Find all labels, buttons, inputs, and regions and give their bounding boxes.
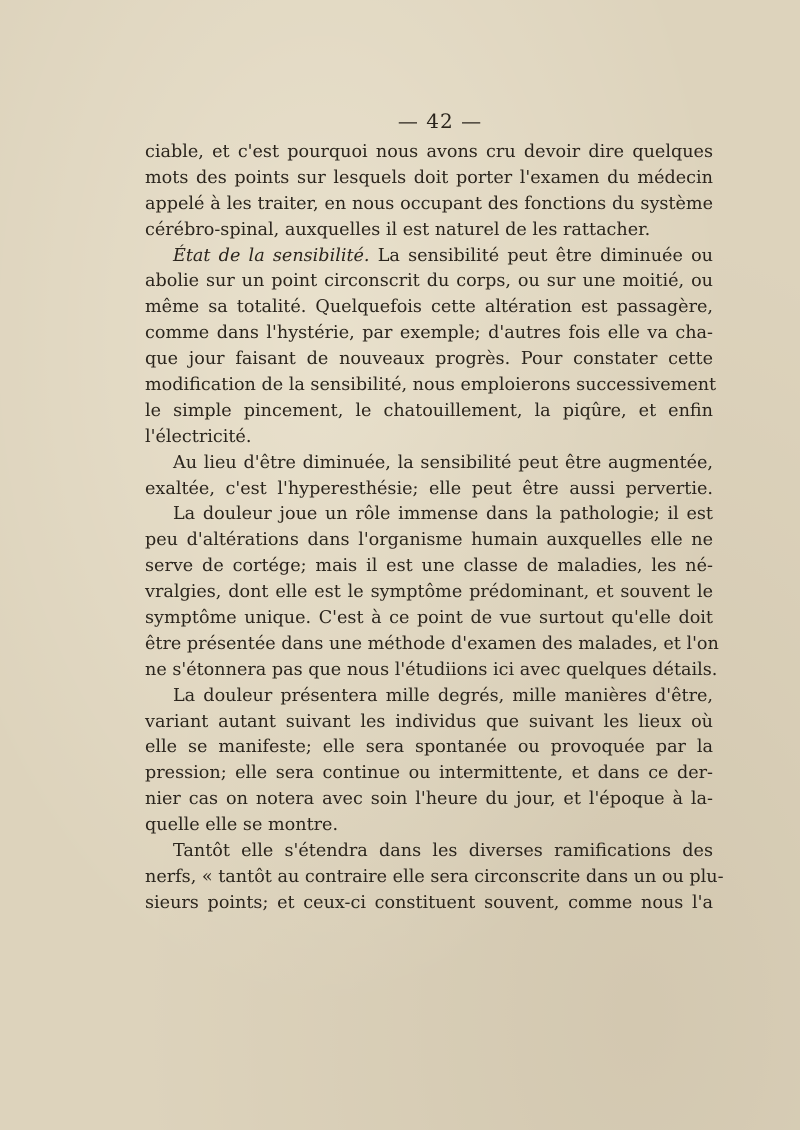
paragraph [145,244,717,451]
text-line: sieurs points; et ceux-ci constituent souvent, comme nous l'a [145,892,713,913]
text-line: abolie sur un point circonscrit du corps, ou sur une moitié, ou [145,271,713,292]
text-line: comme dans l'hystérie, par exemple; d'autres fois elle va cha- [145,323,713,344]
text-line: peu d'altérations dans l'organisme humain auxquelles elle ne [145,530,713,551]
paragraph [145,839,724,917]
text-run: La sensibilité peut être diminuée ou [369,245,713,266]
text-line: variant autant suivant les individus que suivant les lieux où [145,711,713,732]
text-line: que jour faisant de nouveaux progrès. Pour constater cette [145,349,713,370]
text-line [145,244,713,270]
text-line: serve de cortége; mais il est une classe de maladies, les né- [145,556,713,577]
text-line: modification de la sensibilité, nous emploierons successivement [145,375,717,396]
text-line: Au lieu d'être diminuée, la sensibilité peut être augmentée, [173,452,713,473]
text-line: le simple pincement, le chatouillement, la piqûre, et enfin [145,400,713,421]
text-line: ciable, et c'est pourquoi nous avons cru devoir dire quelques [145,142,713,162]
text-line: appelé à les traiter, en nous occupant des fonctions du système [145,193,713,214]
text-line: pression; elle sera continue ou intermittente, et dans ce der- [145,763,713,784]
text-line: cérébro-spinal, auxquelles il est naturel de les rattacher. [145,219,651,240]
paragraph [145,451,713,503]
text-line: Tantôt elle s'étendra dans les diverses ramifications des [173,841,713,862]
text-line: vralgies, dont elle est le symptôme prédominant, et souvent le [145,582,713,603]
text-line: l'électricité. [145,426,252,447]
section-heading: État de la sensibilité. [173,245,370,266]
body-text [145,140,724,917]
text-line: La douleur présentera mille degrés, mille manières d'être, [173,685,713,706]
text-line: mots des points sur lesquels doit porter l'examen du médecin [145,167,713,188]
paragraph [145,684,713,839]
text-line: nier cas on notera avec soin l'heure du jour, et l'époque à la- [145,789,713,810]
text-line: être présentée dans une méthode d'examen des malades, et l'on [145,633,719,654]
text-line: même sa totalité. Quelquefois cette altération est passagère, [145,297,713,318]
text-line: nerfs, « tantôt au contraire elle sera circonscrite dans un ou plu- [145,866,724,887]
text-line: elle se manifeste; elle sera spontanée ou provoquée par la [145,737,713,758]
paragraph [145,140,713,244]
text-line: ne s'étonnera pas que nous l'étudiions ici avec quelques détails. [145,659,718,680]
paragraph [145,502,719,683]
text-line: exaltée, c'est l'hyperesthésie; elle peut être aussi pervertie. [145,478,713,499]
text-line: quelle elle se montre. [145,815,339,836]
text-line: symptôme unique. C'est à ce point de vue surtout qu'elle doit [145,608,713,629]
page-number: — 42 — [397,109,483,133]
text-line: La douleur joue un rôle immense dans la pathologie; il est [173,504,713,525]
